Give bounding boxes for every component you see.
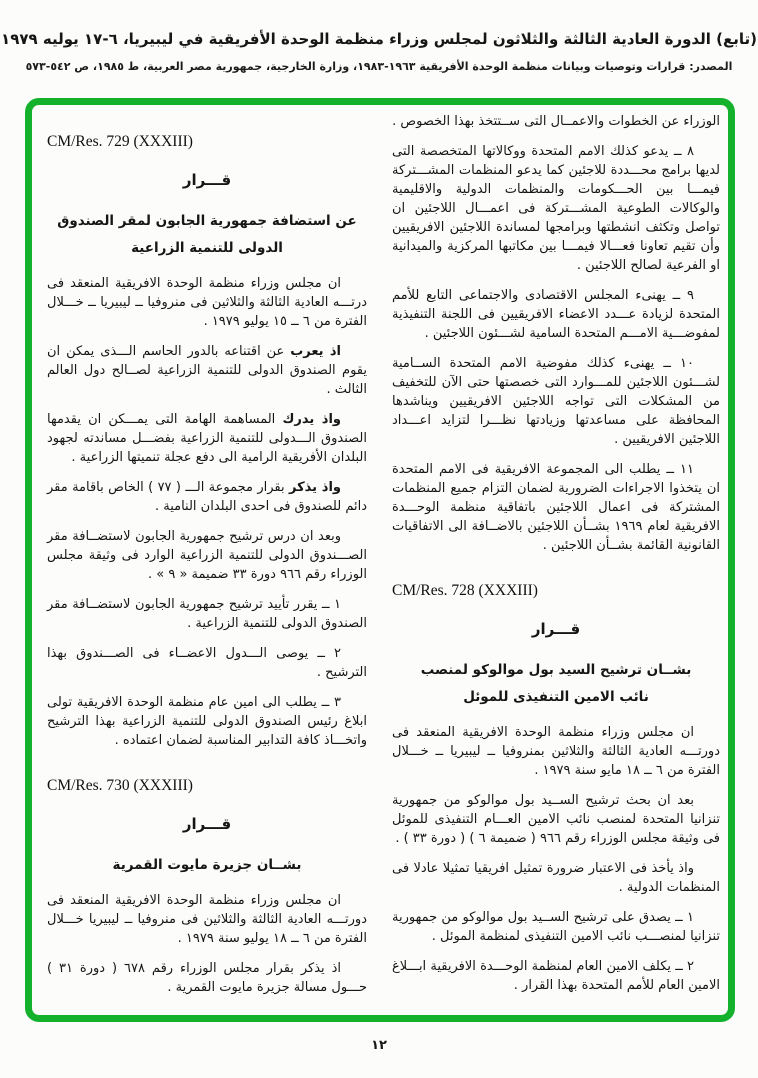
resolution-729-preamble-4	[47, 478, 367, 516]
page-header-source: المصدر: قرارات وتوصيات وبيانات منظمة الوحدة الأفريقية ١٩٦٣-١٩٨٣، وزارة الخارجية، جمهورية مصر العربية، ط ١٩٨٥، ص ٥٤٢-٥٧٣	[25, 60, 733, 73]
page-header-title: (تابع) الدورة العادية الثالثة والثلاثون لمجلس وزراء منظمة الوحدة الأفريقية في ليبيريا، ٦-١٧ يوليه ١٩٧٩	[1, 30, 757, 48]
resolution-729-preamble-2	[47, 342, 367, 399]
column-left	[47, 128, 367, 1008]
resolution-728-title-line1: بشــان ترشيح السيد بول موالوكو لمنصب	[420, 662, 692, 678]
resolution-729-preamble-3	[47, 410, 367, 467]
recital-lead: واذ يدرك	[282, 412, 341, 427]
resolution-number-728: CM/Res. 728 (XXXIII)	[392, 582, 538, 599]
resolution-729-preamble-5: وبعد ان درس ترشيح جمهورية الجابون لاستضــافة مقر الصـــندوق الدولى للتنمية الزراعية الوارد فى وثيقة مجلس الوزراء رقم ٩٦٦ دورة ٣٣ ضميمة « ٩ » .	[47, 529, 367, 582]
resolution-729-operative-2: ٢ ــ يوصى الـــدول الاعضــاء فى الصـــندوق بهذا الترشيح .	[47, 646, 367, 680]
recital-text: المساهمة الهامة التى يمـــكن ان يقدمها الصندوق الـــدولى للتنمية الزراعية بفضـــل مساندته لجهود البلدان الأفريقية الرامية الى دفع عجلة تنميتها الزراعية .	[47, 412, 367, 465]
recital-text: بقرار مجموعة الـــ ( ٧٧ ) الخاص باقامة مقر دائم للصندوق فى احدى البلدان النامية .	[47, 480, 367, 514]
recital-text: عن اقتناعه بالدور الحاسم الـــذى يمكن ان يقوم الصندوق الدولى للتنمية الزراعية لصــالح دول العالم الثالث .	[47, 344, 367, 397]
resolution-729-title-line1: عن استضافة جمهورية الجابون لمقر الصندوق	[57, 213, 357, 229]
resolution-729-title-line2: الدولى للتنمية الزراعية	[131, 240, 283, 256]
resolution-729-operative-1: ١ ــ يقرر تأييد ترشيح جمهورية الجابون لاستضــافة مقر الصندوق الدولى للتنمية الزراعية .	[47, 597, 367, 631]
resolution-730-heading: قـــرار	[182, 815, 232, 833]
resolution-728-preamble-1: ان مجلس وزراء منظمة الوحدة الافريقية المنعقد فى دورتـــه العادية الثالثة والثلاثين بمنروفيا ــ ليبيريا ــ خـــلال الفترة من ٦ ــ ١٨ مايو سنة ١٩٧٩ .	[392, 725, 720, 778]
resolution-729-heading: قـــرار	[182, 171, 232, 189]
paragraph-continuation: الوزراء عن الخطوات والاعمــال التى ســتتخذ بهذا الخصوص .	[392, 114, 720, 129]
resolution-728-title	[392, 657, 720, 711]
resolution-728-heading: قـــرار	[531, 620, 581, 638]
paragraph-item-8: ٨ ــ يدعو كذلك الامم المتحدة ووكالاتها المتخصصة التى لديها برامج محـــددة للاجئين كما يدعو المنظمات المشـــتركة فيمـــا بين الحـــكومات والمنظمات الدولية والاقليمية والوكالات الطوعية المشـــتركة فى اعمـــال اللاجئين ان تواصل وتكثف انشطتها وبرامجها لمساندة اللاجئين الافريقيين وأن تقيم تعاونا فعـــالا فيمـــا بين مكاتبها المركزية والميدانية او الفرعية لصالح اللاجئين .	[392, 144, 720, 273]
resolution-number-729: CM/Res. 729 (XXXIII)	[47, 133, 193, 150]
resolution-728-operative-2: ٢ ــ يكلف الامين العام لمنظمة الوحـــدة الافريقية ابـــلاغ الامين العام للأمم المتحدة بهذا القرار .	[392, 959, 720, 993]
resolution-728-preamble-3: واذ يأخذ فى الاعتبار ضرورة تمثيل افريقيا تمثيلا عادلا فى المنظمات الدولية .	[392, 861, 720, 895]
paragraph-item-9: ٩ ــ يهنىء المجلس الاقتصادى والاجتماعى التابع للأمم المتحدة لزيادة عـــدد الاعضاء الافريقيين فى اللجنة التنفيذية لمفوضـــية الامـــم المتحدة السامية لشـــئون اللاجئين .	[392, 288, 720, 341]
resolution-728-preamble-2: بعد ان بحث ترشيح الســيد بول موالوكو من جمهورية تنزانيا المتحدة لمنصب نائب الامين العـــام التنفيذى للموئل فى وثيقة مجلس الوزراء رقم ٩٦٦ ( ضميمة ٦ ) ( دورة ٣٣ ) .	[392, 793, 720, 846]
resolution-730-preamble-1: ان مجلس وزراء منظمة الوحدة الافريقية المنعقد فى دورتـــه العادية الثالثة والثلاثين فى منروفيا ــ ليبيريا خـــلال الفترة من ٦ ــ ١٨ يوليو سنة ١٩٧٩ .	[47, 893, 367, 946]
resolution-729-operative-3: ٣ ــ يطلب الى امين عام منظمة الوحدة الافريقية تولى ابلاغ رئيس الصندوق الدولى للتنمية الزراعية بهذا الترشيح واتخـــاذ كافة التدابير المناسبة لضمان اعتماده .	[47, 695, 367, 748]
resolution-729-preamble-1: ان مجلس وزراء منظمة الوحدة الافريقية المنعقد فى درتـــه العادية الثالثة والثلاثين فى منروفيا ــ ليبيريا ــ خـــلال الفترة من ٦ ــ ١٥ يوليو ١٩٧٩ .	[47, 276, 367, 329]
resolution-730-title: بشــان جزيرة مايوت القمرية	[112, 857, 302, 873]
paragraph-item-11: ١١ ــ يطلب الى المجموعة الافريقية فى الامم المتحدة ان يتخذوا الاجراءات الضرورية لضمان التزام جميع المنظمات المشتركة فى اعمال اللاجئين باتفاقية منظمة الوحـــدة الافريقية لعام ١٩٦٩ بشــأن اللاجئين بالاضــافة الى الاتفاقيات القانونية القائمة بشــأن اللاجئين .	[392, 462, 720, 553]
page-number: ١٢	[371, 1038, 387, 1053]
column-right	[392, 112, 720, 1006]
resolution-729-title	[47, 208, 367, 262]
resolution-number-730: CM/Res. 730 (XXXIII)	[47, 777, 193, 794]
paragraph-item-10: ١٠ ــ يهنىء كذلك مفوضية الامم المتحدة الســامية لشـــئون اللاجئين للمـــوارد التى خصصتها حتى الآن للتخفيف من المشكلات التى تواجه اللاجئين الافريقيين ويناشدها المحافظة على مساعدتها وزيادتها نظـــرا لتزايد اعـــداد اللاجئين الافريقيين .	[392, 356, 720, 447]
recital-lead: واذ يذكر	[288, 480, 341, 495]
resolution-728-title-line2: نائب الامين التنفيذى للموئل	[463, 689, 649, 705]
recital-lead: اذ يعرب	[290, 344, 341, 359]
resolution-730-preamble-2: اذ يذكر بقرار مجلس الوزراء رقم ٦٧٨ ( دورة ٣١ ) حـــول مسالة جزيرة مايوت القمرية .	[47, 961, 367, 995]
resolution-728-operative-1: ١ ــ يصدق على ترشيح الســيد بول موالوكو من جمهورية تنزانيا لمنصـــب نائب الامين التنفيذى لمنظمة الموئل .	[392, 910, 720, 944]
